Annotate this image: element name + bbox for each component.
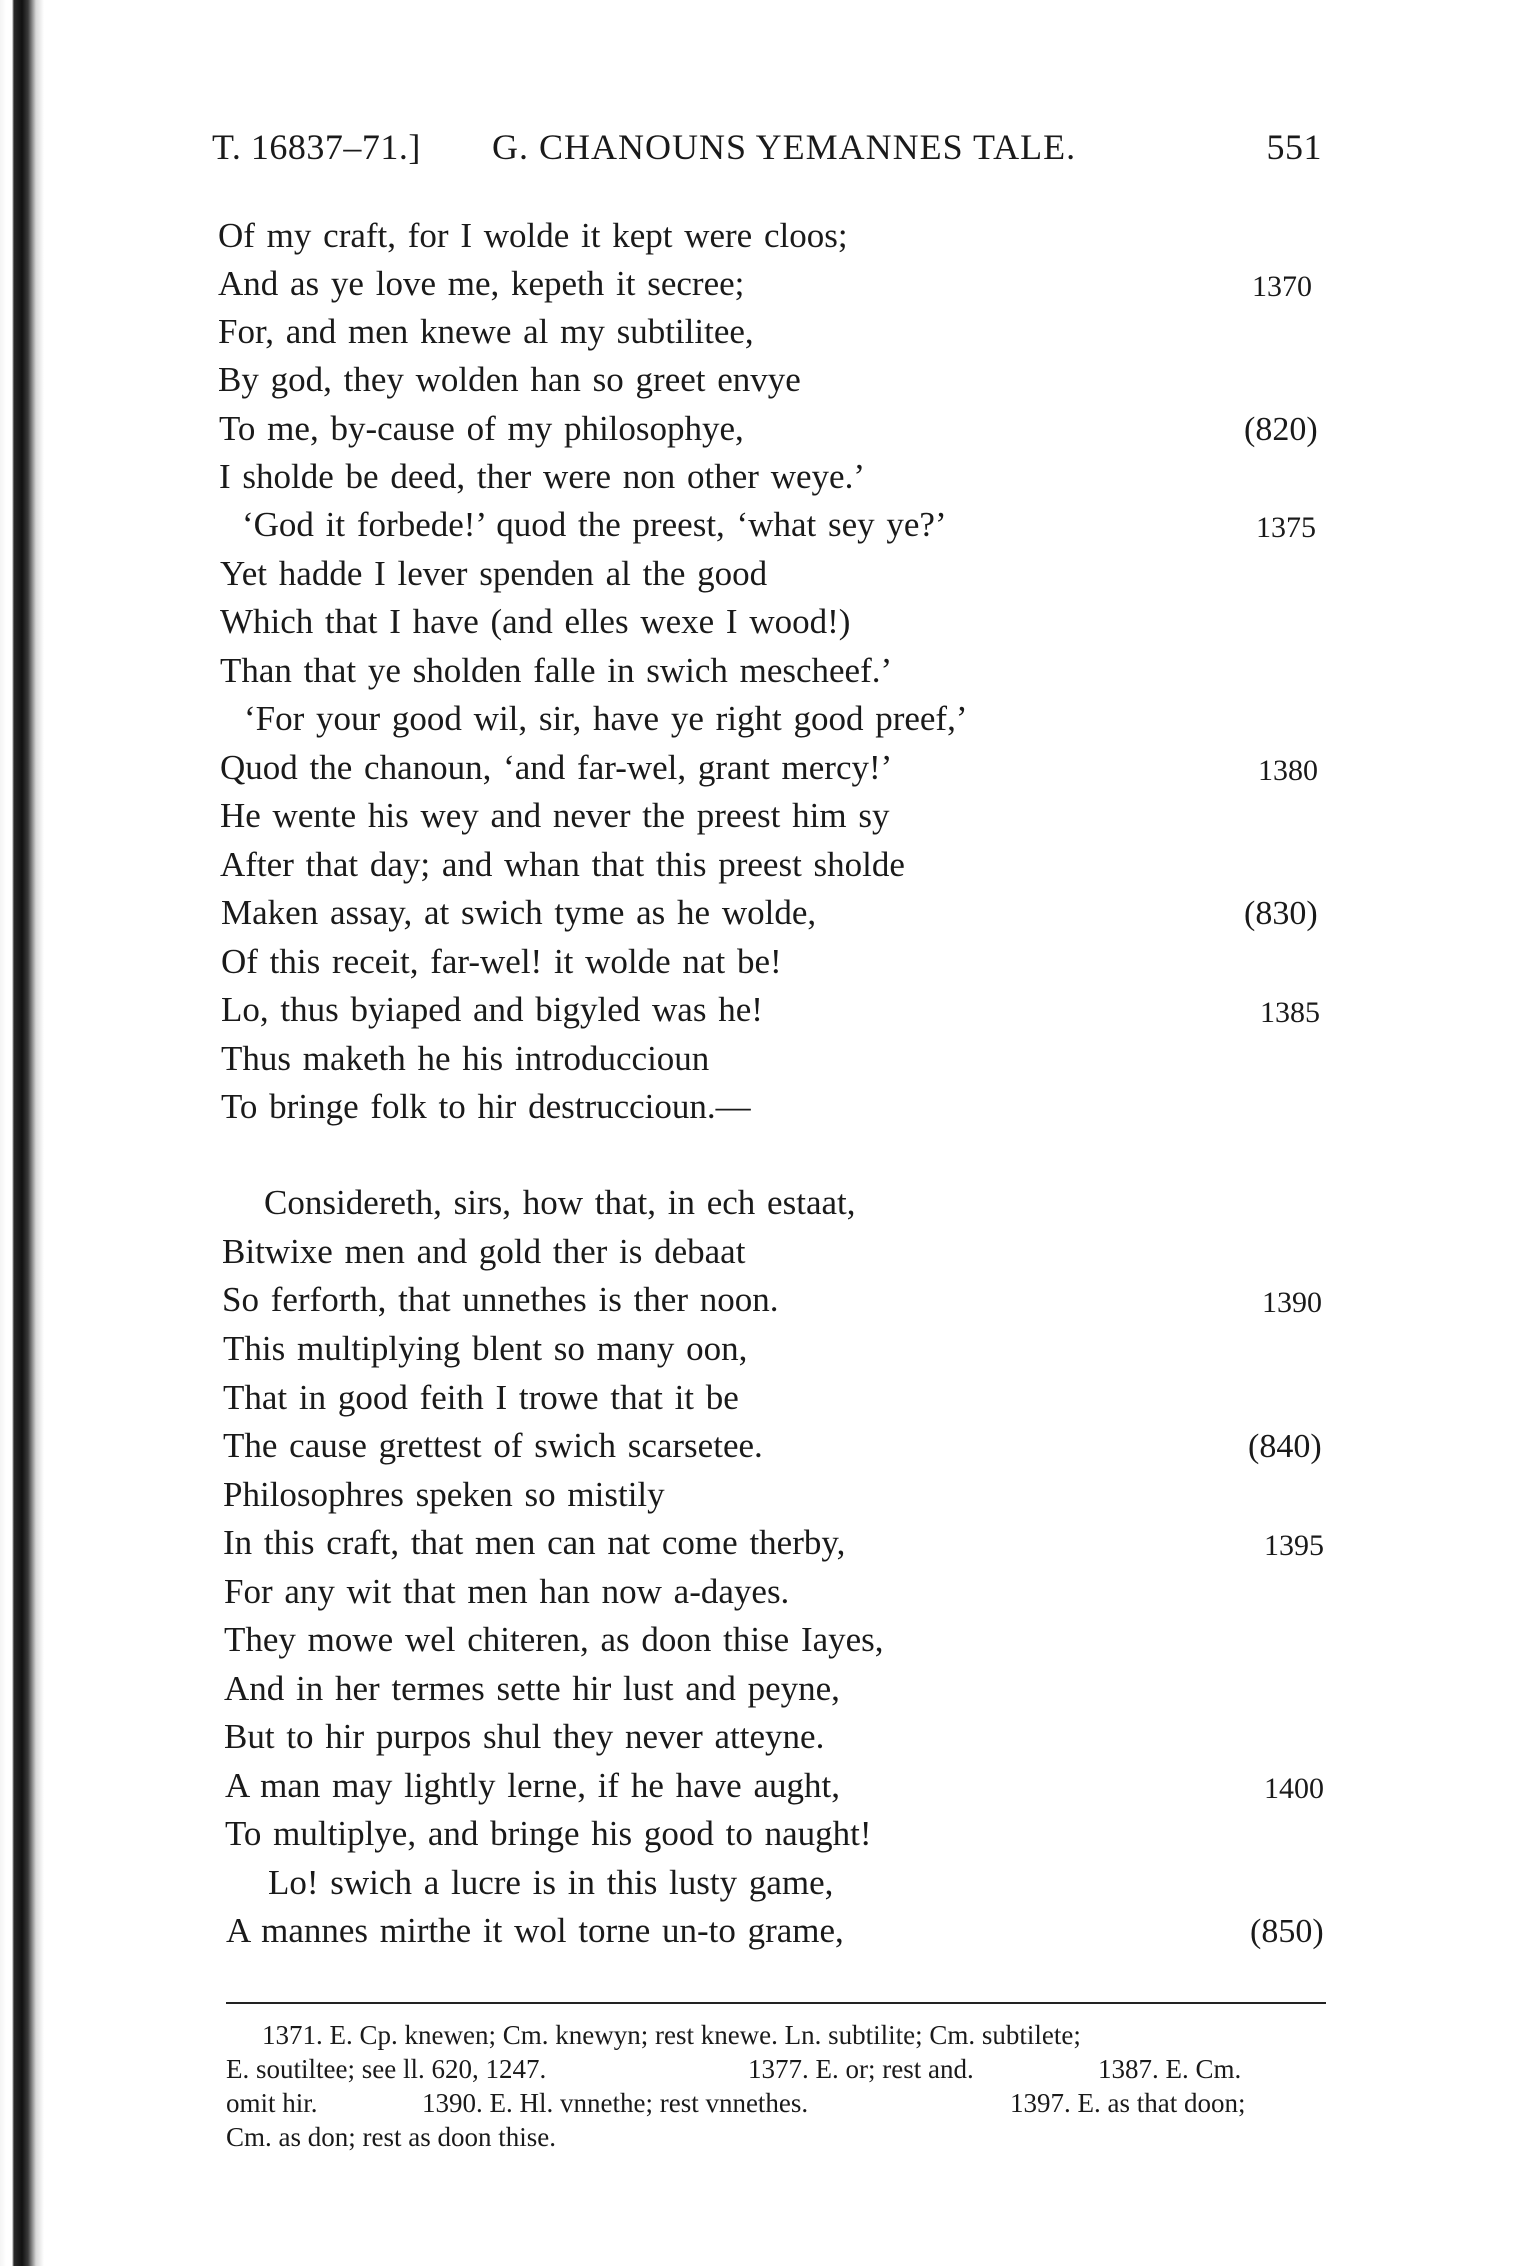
verse-line: A mannes mirthe it wol torne un-to grame, (850) [226, 1911, 1324, 1950]
line-number: (820) [1244, 411, 1318, 448]
line-number: 1370 [1252, 270, 1312, 303]
verse-line: But to hir purpos shul they never atteyne. [224, 1717, 825, 1756]
verse-line: This multiplying blent so many oon, [223, 1329, 748, 1368]
footnote-divider [226, 2002, 1326, 2004]
line-number: 1375 [1256, 511, 1316, 544]
header-line-reference: T. 16837–71.] [212, 127, 421, 167]
line-number: 1380 [1258, 754, 1318, 787]
verse-line: That in good feith I trowe that it be [223, 1378, 739, 1417]
verse-line: By god, they wolden han so greet envye [218, 360, 801, 399]
line-number: (840) [1248, 1428, 1322, 1465]
verse-line: After that day; and whan that this preest sholde [220, 845, 905, 884]
verse-line: For any wit that men han now a-dayes. [224, 1572, 790, 1611]
verse-line: Bitwixe men and gold ther is debaat [222, 1232, 746, 1271]
footnote-line: E. soutiltee; see ll. 620, 1247. 1377. E. or; rest and. 1387. E. Cm. [226, 2054, 1242, 2084]
verse-line: Which that I have (and elles wexe I wood!) [220, 602, 851, 641]
verse-line: Quod the chanoun, ‘and far-wel, grant mercy!’ 1380 [220, 748, 1318, 787]
verse-line: And as ye love me, kepeth it secree; 1370 [218, 264, 1312, 303]
verse-line: Of this receit, far-wel! it wolde nat be! [221, 942, 782, 981]
footnote-line: Cm. as don; rest as doon thise. [226, 2122, 556, 2152]
verse-line: They mowe wel chiteren, as doon thise Iayes, [224, 1620, 884, 1659]
verse-line: Of my craft, for I wolde it kept were cloos; [218, 216, 848, 255]
verse-line: In this craft, that men can nat come therby, 1395 [223, 1523, 1324, 1562]
verse-line: The cause grettest of swich scarsetee. (840) [223, 1426, 1322, 1465]
verse-line: To multiplye, and bringe his good to naught! [225, 1814, 872, 1853]
running-header [212, 126, 1322, 178]
line-number: 1400 [1264, 1772, 1324, 1805]
verse-line: Lo, thus byiaped and bigyled was he! 1385 [221, 990, 1320, 1029]
verse-line: ‘God it forbede!’ quod the preest, ‘what sey ye?’ 1375 [242, 505, 1316, 544]
line-number: 1395 [1264, 1529, 1324, 1562]
footnote-line: omit hir. 1390. E. Hl. vnnethe; rest vnnethes. 1397. E. as that doon; [226, 2088, 1246, 2118]
verse-line: I sholde be deed, ther were non other weye.’ [219, 457, 865, 496]
verse-line: And in her termes sette hir lust and peyne, [224, 1669, 840, 1708]
verse-line: Considereth, sirs, how that, in ech estaat, [264, 1183, 856, 1222]
page-number: 551 [1266, 127, 1322, 167]
header-title: G. CHANOUNS YEMANNES TALE. [492, 127, 1077, 167]
line-number: (850) [1250, 1913, 1324, 1950]
footnote-line: 1371. E. Cp. knewen; Cm. knewyn; rest knewe. Ln. subtilite; Cm. subtilete; [262, 2020, 1081, 2050]
verse-line: To me, by-cause of my philosophye, (820) [219, 409, 1318, 448]
verse-line: Lo! swich a lucre is in this lusty game, [268, 1863, 834, 1902]
line-number: (830) [1244, 895, 1318, 932]
verse-line: To bringe folk to hir destruccioun.— [221, 1087, 751, 1126]
verse-line: For, and men knewe al my subtilitee, [218, 312, 754, 351]
verse-line: So ferforth, that unnethes is ther noon. 1390 [222, 1280, 1322, 1319]
verse-line: Maken assay, at swich tyme as he wolde, (830) [221, 893, 1318, 932]
verse-line: ‘For your good wil, sir, have ye right good preef,’ [244, 699, 968, 738]
verse-line: Philosophres speken so mistily [223, 1475, 665, 1514]
verse-line: Thus maketh he his introduccioun [221, 1039, 710, 1078]
line-number: 1385 [1260, 996, 1320, 1029]
verse-line: A man may lightly lerne, if he have aught, 1400 [225, 1766, 1324, 1805]
line-number: 1390 [1262, 1286, 1322, 1319]
verse-line: Than that ye sholden falle in swich mescheef.’ [220, 651, 893, 690]
verse-line: He wente his wey and never the preest him sy [220, 796, 890, 835]
verse-line: Yet hadde I lever spenden al the good [220, 554, 768, 593]
